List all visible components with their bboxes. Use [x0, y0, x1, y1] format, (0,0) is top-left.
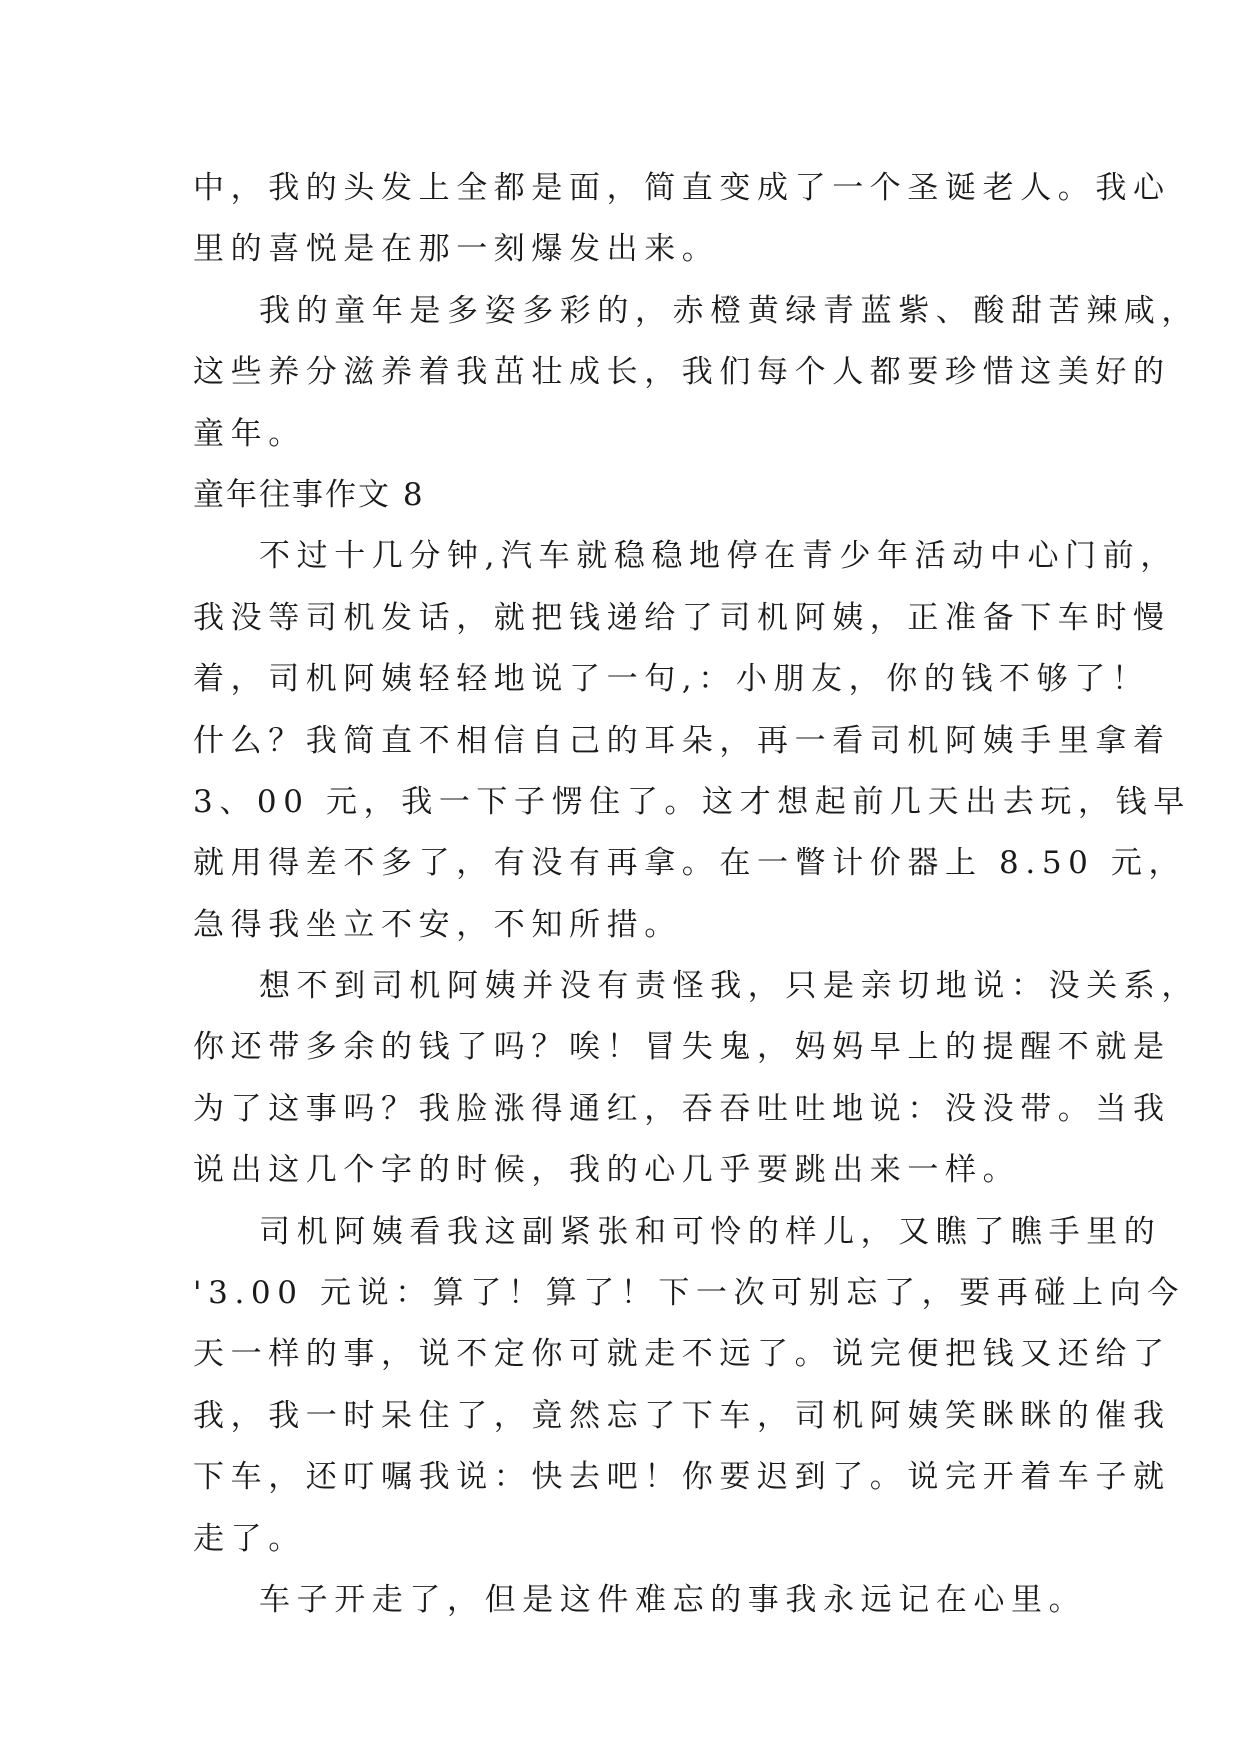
paragraph-start-line: 司机阿姨看我这副紧张和可怜的样儿，又瞧了瞧手里的 [259, 1213, 1162, 1250]
essay-heading: 童年往事作文 8 [193, 476, 425, 513]
paragraph-start-line: 不过十几分钟,汽车就稳稳地停在青少年活动中心门前， [259, 538, 1178, 575]
text-line: 我，我一时呆住了，竟然忘了下车，司机阿姨笑眯眯的催我 [193, 1397, 1171, 1434]
text-line: 这些养分滋养着我茁壮成长，我们每个人都要珍惜这美好的 [193, 354, 1171, 391]
text-line: 我没等司机发话，就把钱递给了司机阿姨，正准备下车时慢 [193, 599, 1171, 636]
text-line: 就用得差不多了，有没有再拿。在一瞥计价器上 8.50 元， [193, 845, 1187, 882]
text-line: 着，司机阿姨轻轻地说了一句,：小朋友，你的钱不够了！ [193, 661, 1150, 698]
text-line: 走了。 [193, 1520, 306, 1557]
text-line: 说出这几个字的时候，我的心几乎要跳出来一样。 [193, 1152, 1021, 1189]
text-line: 中，我的头发上全都是面，简直变成了一个圣诞老人。我心 [193, 170, 1171, 206]
text-line: 什么？我简直不相信自己的耳朵，再一看司机阿姨手里拿着 [193, 722, 1171, 759]
paragraph-start-line: 我的童年是多姿多彩的，赤橙黄绿青蓝紫、酸甜苦辣咸， [259, 292, 1199, 329]
text-line: 你还带多余的钱了吗？唉！冒失鬼，妈妈早上的提醒不就是 [193, 1029, 1171, 1066]
text-line: 下车，还叮嘱我说：快去吧！你要迟到了。说完开着车子就 [193, 1459, 1171, 1496]
paragraph-start-line: 想不到司机阿姨并没有责怪我，只是亲切地说：没关系， [259, 968, 1199, 1005]
paragraph-start-line: 车子开走了，但是这件难忘的事我永远记在心里。 [259, 1581, 1087, 1618]
text-line: 为了这事吗？我脸涨得通红，吞吞吐吐地说：没没带。当我 [193, 1090, 1171, 1127]
text-line: 里的喜悦是在那一刻爆发出来。 [193, 231, 720, 268]
text-line: 急得我坐立不安，不知所措。 [193, 906, 682, 943]
document-body [193, 158, 1199, 1631]
text-line: 天一样的事，说不定你可就走不远了。说完便把钱又还给了 [193, 1336, 1171, 1373]
text-line: 3、00 元，我一下子愣住了。这才想起前几天出去玩，钱早 [193, 783, 1191, 820]
text-line: '3.00 元说：算了！算了！下一次可别忘了，要再碰上向今 [193, 1275, 1185, 1312]
text-line: 童年。 [193, 415, 306, 452]
